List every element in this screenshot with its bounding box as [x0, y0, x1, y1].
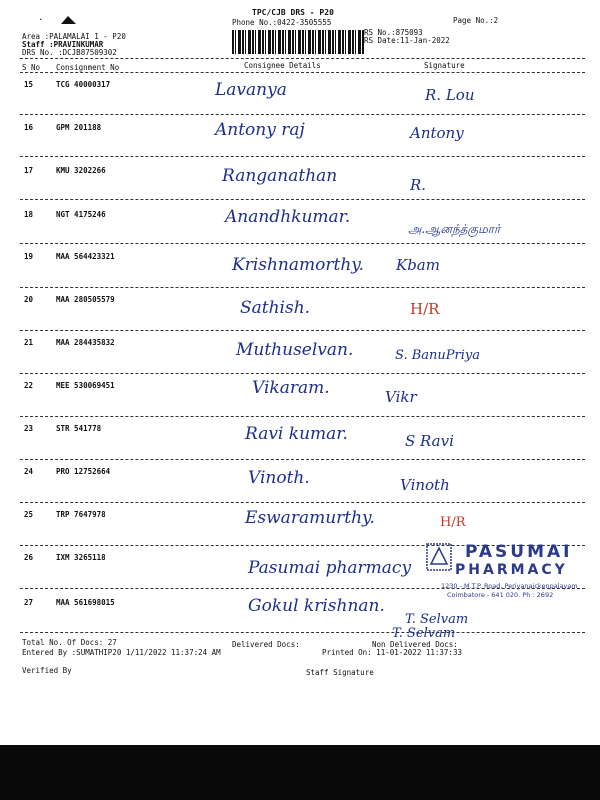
- row-divider: [20, 199, 585, 200]
- row-consignment: STR 541778: [56, 424, 102, 433]
- delivered-docs: Delivered Docs:: [232, 640, 300, 649]
- row-signature: S Ravi: [405, 432, 454, 450]
- row-sno: 26: [24, 553, 34, 562]
- row-sno: 23: [24, 424, 34, 433]
- staff-label: Staff :PRAVINKUMAR: [22, 40, 104, 49]
- drs-number: DRS No. :DCJB87509302: [22, 48, 117, 57]
- row-sno: 22: [24, 381, 34, 390]
- row-consignment: MAA 564423321: [56, 252, 115, 261]
- row-consignment: MAA 280505579: [56, 295, 115, 304]
- row-sno: 20: [24, 295, 34, 304]
- col-signature: Signature: [424, 61, 465, 70]
- row-consignment: TRP 7647978: [56, 510, 106, 519]
- row-divider: [20, 243, 585, 244]
- row-consignee: Vinoth.: [248, 468, 310, 488]
- row-consignee: Lavanya: [215, 80, 287, 100]
- row-divider: [20, 330, 585, 331]
- rs-number: RS No.:875093: [364, 28, 423, 37]
- row-consignment: IXM 3265118: [56, 553, 106, 562]
- stamp-name: PASUMAI: [465, 542, 573, 562]
- row-signature: Kbam: [396, 256, 440, 274]
- row-divider: [20, 502, 585, 503]
- stamp-address2: Coimbatore - 641 020. Ph : 2692: [447, 591, 554, 599]
- doc-title: TPC/CJB DRS - P20: [252, 8, 334, 17]
- stamp-name2: PHARMACY: [455, 562, 568, 578]
- row-consignee: Eswaramurthy.: [245, 508, 375, 528]
- row-consignee: Vikaram.: [252, 378, 330, 398]
- row-signature: Vikr: [385, 388, 417, 406]
- staff-signature: T. Selvam: [392, 626, 456, 641]
- row-divider: [20, 156, 585, 157]
- rs-date: RS Date:11-Jan-2022: [364, 36, 450, 45]
- row-sno: 15: [24, 80, 34, 89]
- header-divider: [20, 58, 585, 59]
- row-divider: [20, 114, 585, 115]
- row-sno: 16: [24, 123, 34, 132]
- row-divider: [20, 373, 585, 374]
- row-divider: [20, 416, 585, 417]
- row-signature: H/R: [410, 300, 440, 318]
- scan-shadow: [0, 745, 600, 800]
- row-consignment: NGT 4175246: [56, 210, 106, 219]
- row-consignment: KMU 3202266: [56, 166, 106, 175]
- row-consignee: Antony raj: [215, 120, 305, 140]
- row-signature: அ.ஆனந்த்குமார்: [408, 222, 501, 236]
- row-divider: [20, 459, 585, 460]
- row-sno: 24: [24, 467, 34, 476]
- staff-signature-label: Staff Signature: [306, 668, 374, 677]
- row-sno: 17: [24, 166, 34, 175]
- row-signature: Antony: [410, 124, 464, 142]
- row-consignee: Sathish.: [240, 298, 311, 318]
- row-sno: 21: [24, 338, 34, 347]
- row-consignee: Anandhkumar.: [225, 207, 351, 227]
- row-sno: 27: [24, 598, 34, 607]
- printed-on: Printed On: 11-01-2022 11:37:33: [322, 648, 462, 657]
- phone-no: Phone No.:0422-3505555: [232, 18, 332, 27]
- row-signature: R. Lou: [425, 86, 475, 104]
- stamp-address: 1230 - M.T.P. Road, Periyanaickenpalayam: [441, 582, 578, 590]
- row-sno: 25: [24, 510, 34, 519]
- col-consignment: Consignment No: [56, 63, 120, 72]
- row-consignment: GPM 201188: [56, 123, 102, 132]
- column-divider: [20, 72, 585, 73]
- pharmacy-stamp: [425, 538, 590, 603]
- col-sno: S No: [22, 63, 41, 72]
- stamp-emblem-icon: [425, 542, 453, 576]
- row-consignee: Muthuselvan.: [236, 340, 354, 360]
- row-sno: 19: [24, 252, 34, 261]
- row-consignee: Krishnamorthy.: [232, 255, 365, 275]
- row-consignee: Ravi kumar.: [245, 424, 348, 444]
- dot-mark: .: [38, 13, 44, 23]
- area-label: Area :PALAMALAI 1 - P20: [22, 32, 126, 41]
- row-consignment: MAA 561698015: [56, 598, 115, 607]
- row-signature: T. Selvam: [405, 612, 469, 627]
- row-divider: [20, 632, 585, 633]
- row-signature: Vinoth: [400, 476, 450, 494]
- total-docs: Total No. Of Docs: 27: [22, 638, 117, 647]
- row-consignee: Gokul krishnan.: [248, 596, 385, 616]
- row-consignee: Ranganathan: [222, 166, 338, 186]
- row-signature: S. BanuPriya: [395, 348, 480, 363]
- row-consignment: MAA 284435832: [56, 338, 115, 347]
- row-consignment: PRO 12752664: [56, 467, 111, 476]
- barcode: [232, 30, 364, 54]
- entered-by: Entered By :SUMATHIP20 1/11/2022 11:37:24 AM: [22, 648, 221, 657]
- row-signature: H/R: [440, 515, 466, 530]
- row-consignment: TCG 40000317: [56, 80, 111, 89]
- row-divider: [20, 287, 585, 288]
- non-delivered-docs: Non Delivered Docs:: [372, 640, 458, 649]
- verified-by: Verified By: [22, 666, 72, 675]
- page-no: Page No.:2: [453, 16, 499, 25]
- row-consignee: Pasumai pharmacy: [248, 558, 412, 578]
- row-sno: 18: [24, 210, 34, 219]
- col-consignee: Consignee Details: [244, 61, 321, 70]
- row-signature: R.: [410, 176, 427, 194]
- row-consignment: MEE 530069451: [56, 381, 115, 390]
- logo-icon: [60, 10, 78, 20]
